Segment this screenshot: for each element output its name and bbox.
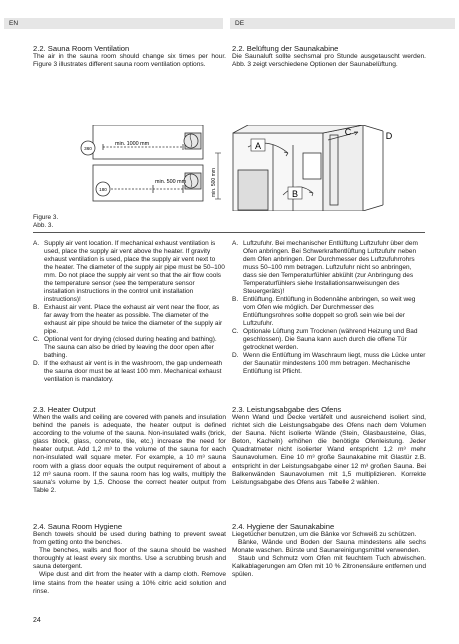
section-title: 2.2. Belüftung der Saunakabine: [232, 44, 339, 53]
section-text: Bänke, Wände und Boden der Sauna mindestens alle sechs Monate waschen. Bürste und Saunareinigungsmittel verwenden.: [232, 539, 426, 555]
ventilation-diagram: [33, 125, 425, 211]
ventilation-figure: [33, 125, 425, 211]
figure-caption-de: Abb. 3.: [33, 221, 54, 229]
section-text: When the walls and ceiling are covered with panels and insulation behind the panels is adequate, the heater output is defined according to the volume of the sauna. Non-insulated walls (brick, glass block, glass, concrete, tile, etc.) increase the need for heater output. Add 1,2 m³ to the volume of the sauna for each non-insulated wall square meter. For example, a 10 m³ sauna room with a glass door equals the output requirement of about a 12 m³ sauna room. If the sauna room has log walls, multiply the sauna's volume by 1,5. Choose the correct heater output from Table 2.: [33, 414, 226, 494]
section-title: 2.3. Leistungsabgabe des Ofens: [232, 405, 342, 414]
section-title: 2.4. Hygiene der Saunakabine: [232, 522, 335, 531]
ventilation-section-en: [33, 44, 226, 69]
vent-label-d: D: [385, 131, 393, 141]
dimension-min-500-vertical: min. 500 mm: [211, 168, 217, 197]
figure-caption: [33, 214, 58, 229]
section-text: Wipe dust and dirt from the heater with a damp cloth. Remove lime stains from the heater using a 10% citric acid solution and rinse.: [33, 571, 226, 595]
list-item: C. Optional vent for drying (closed during heating and bathing). The sauna can also be dried by leaving the door open after bathing.: [33, 336, 217, 359]
list-item: A. Supply air vent location. If mechanical exhaust ventilation is used, place the supply air vent above the heater. If gravity exhaust ventilation is used, place the supply air vent next to the heater. The diameter of the supply air pipe must be 50–100 mm. Do not place the supply air vent so that the air flow cools the temperature sensor (see the temperature sensor installation instructions in the control unit installation instructions)!: [33, 240, 225, 303]
dimension-min-500-label-a: min. 500 mm: [155, 179, 187, 185]
heater-output-section-de: [232, 405, 426, 487]
dimension-min-1000: min. 1000 mm: [115, 141, 150, 147]
list-item: D. Wenn die Entlüftung im Waschraum liegt, muss die Lücke unter der Saunatür mindestens 100 mm betragen. Mechanische Entlüftung ist Pflicht.: [232, 352, 426, 375]
vent-label-a: A: [254, 141, 262, 151]
list-item: A. Luftzufuhr. Bei mechanischer Entlüftung Luftzufuhr über dem Ofen anbringen. Bei Schwerkraftentlüftung Luftzufuhr neben dem Ofen anbringen. Der Durchmesser des Luftzufuhrrohrs muss 50–100 mm betragen. Luftzufuhr nicht so anbringen, dass sie den Temperaturfühler abkühlt (zur Anbringung des Temperaturfühlers siehe Installationsanweisungen des Steuergeräts)!: [232, 240, 418, 295]
heater-3d: [238, 170, 268, 210]
vent-label-b: B: [291, 189, 299, 199]
ventilation-section-de: [232, 44, 426, 69]
section-text: The air in the sauna room should change six times per hour. Figure 3 illustrates different sauna room ventilation options.: [33, 53, 226, 69]
language-tag-en: EN: [4, 18, 223, 29]
vent-list-en: [33, 240, 226, 384]
section-title: 2.2. Sauna Room Ventilation: [33, 44, 130, 53]
vent-label-c: C: [344, 127, 352, 137]
section-title: 2.3. Heater Output: [33, 405, 96, 414]
page-number: 24: [33, 617, 41, 624]
section-text: Staub und Schmutz vom Ofen mit feuchtem Tuch abwischen. Kalkablagerungen am Ofen mit 10 % Zitronensäure entfernen und spülen.: [232, 555, 426, 579]
heater-output-section-en: [33, 405, 226, 495]
list-item: D. If the exhaust air vent is in the washroom, the gap underneath the sauna door must be at least 100 mm. Mechanical exhaust ventilation is mandatory.: [33, 360, 223, 383]
section-text: Die Saunaluft sollte sechsmal pro Stunde ausgetauscht werden. Abb. 3 zeigt verschiedene Optionen der Saunabelüftung.: [232, 53, 426, 69]
section-text: Wenn Wand und Decke vertäfelt und ausreichend isoliert sind, richtet sich die Leistungsabgabe des Ofens nach dem Volumen der Sauna. Nicht isolierte Wände (Stein, Glasbausteine, Glas, Beton, Kacheln) erhöhen die benötigte Ofenleistung. Jeder Quadratmeter nicht isolierter Wand entspricht 1,2 m³ mehr Saunavolumen. Eine 10 m³ große Saunakabine mit Glastür z.B. entspricht in der Leistungsabgabe einer 12 m³ großen Sauna. Bei Balkenwänden Saunavolumen mit 1,5 multiplizieren. Korrekte Leistungsabgabe des Ofens aus Tabelle 2 wählen.: [232, 414, 426, 486]
list-item: B. Exhaust air vent. Place the exhaust air vent near the floor, as far away from the heater as possible. The diameter of the exhaust air pipe should be twice the diameter of the supply air pipe.: [33, 304, 223, 335]
list-item: C. Optionale Lüftung zum Trocknen (während Heizung und Bad geschlossen). Die Sauna kann auch durch die offene Tür getrocknet werden.: [232, 328, 418, 351]
vent-list-de: [232, 240, 426, 376]
section-text: Liegetücher benutzen, um die Bänke vor Schweiß zu schützen.: [232, 531, 417, 538]
hygiene-section-de: [232, 522, 426, 580]
divider: [33, 232, 425, 233]
hygiene-section-en: [33, 522, 226, 596]
section-text: Bench towels should be used during bathing to prevent sweat from getting onto the benches.: [33, 531, 226, 547]
list-item: B. Entlüftung. Entlüftung in Bodennähe anbringen, so weit weg vom Ofen wie möglich. Der Durchmesser des Entlüftungsrohres sollte doppelt so groß sein wie bei der Luftzufuhr.: [232, 296, 416, 327]
language-tag-de: DE: [230, 18, 455, 29]
section-title: 2.4. Sauna Room Hygiene: [33, 522, 123, 531]
figure-caption-en: Figure 3.: [33, 214, 59, 221]
dimension-360: 360: [84, 146, 92, 151]
dimension-180: 180: [99, 187, 107, 192]
section-text: The benches, walls and floor of the sauna should be washed thoroughly at least every six months. Use a scrubbing brush and sauna detergent.: [33, 547, 226, 571]
